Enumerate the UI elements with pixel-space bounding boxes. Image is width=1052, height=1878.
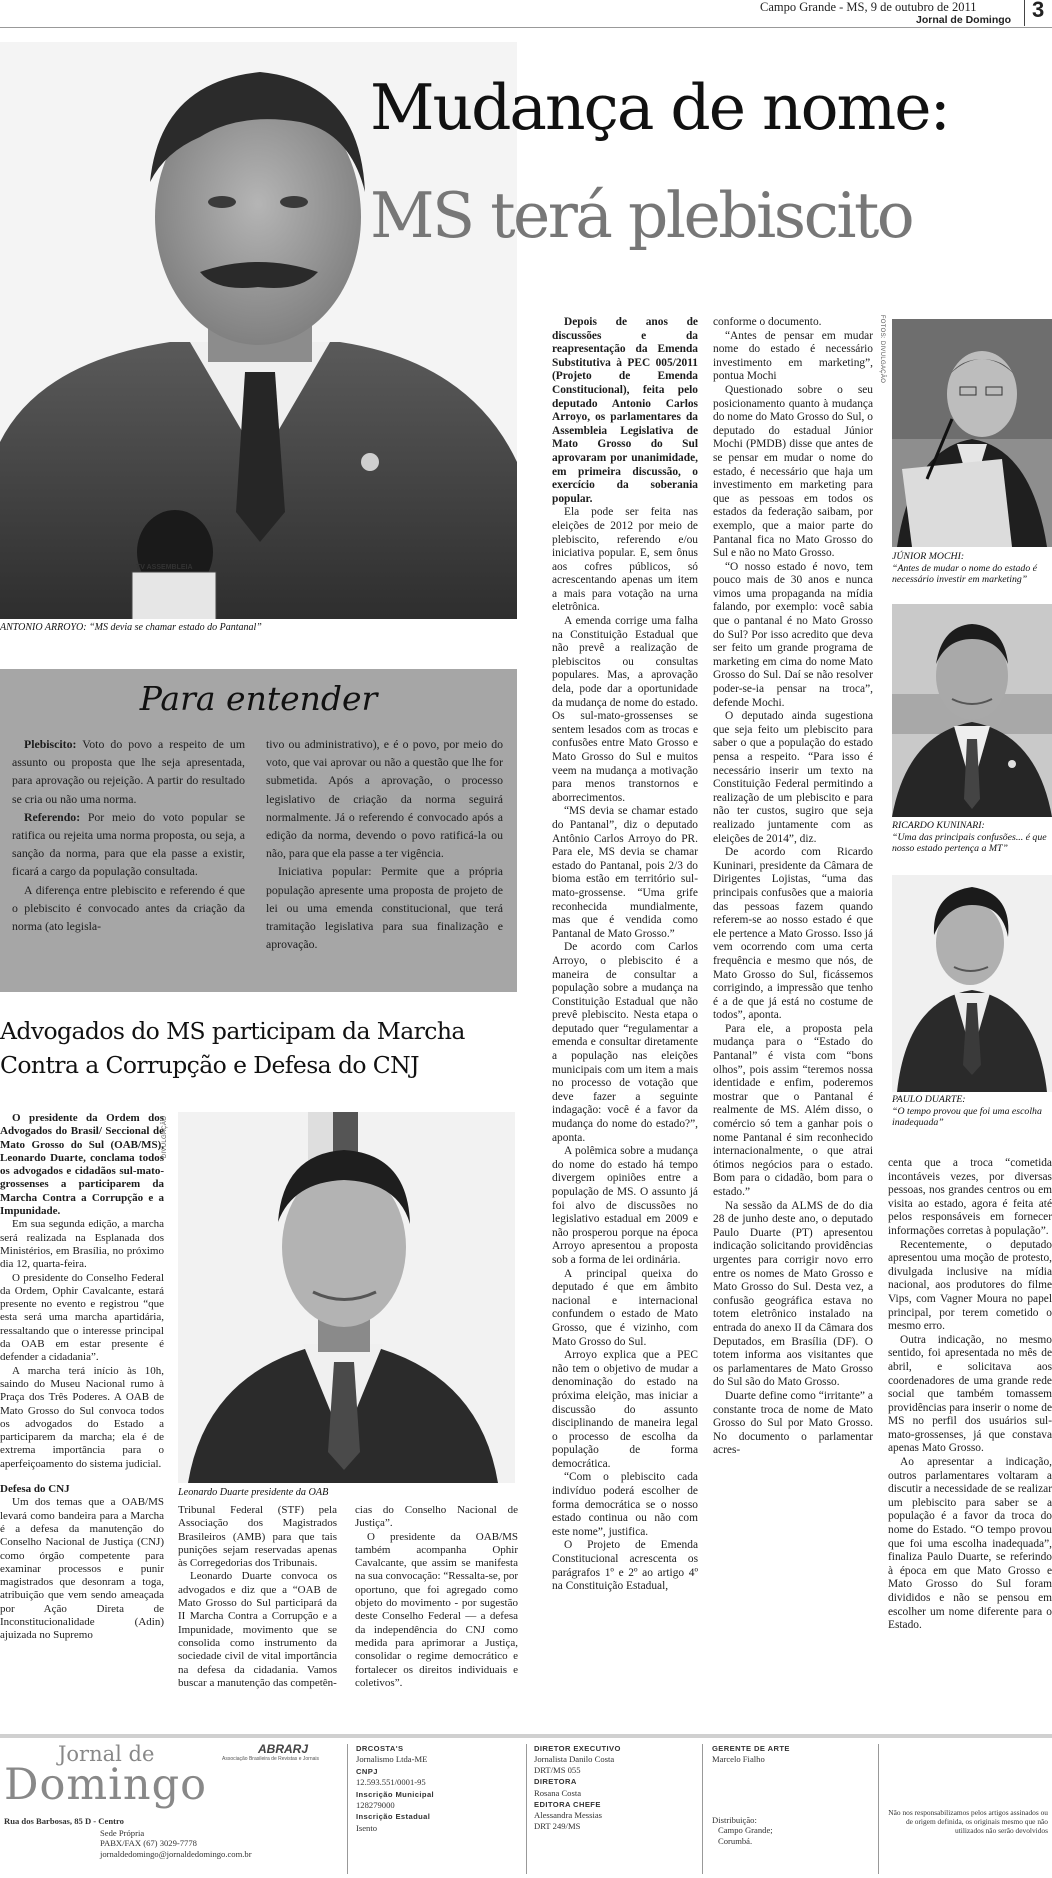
cnpj-label: CNPJ	[356, 1766, 378, 1776]
paragraph: “Antes de pensar em mudar nome do estado é necessário investimento em marketing”, pontua Mochi	[713, 329, 873, 383]
paragraph: Um dos temas que a OAB/MS levará como bandeira para a Marcha é a defesa da manutenção do Conselho Nacional de Justiça (CNJ) como órgão competente para examinar processos e punir magistrados que desonram a toga, atribuição que vem sendo ameaçada por Ação Direta de Inconstitucionalidade (Adin) ajuizada no Supremo	[0, 1496, 164, 1642]
term-referendo: Referendo:	[24, 809, 81, 824]
abrarj-logo	[222, 1742, 342, 1766]
oab-col-3	[355, 1504, 518, 1690]
paragraph: “MS devia se chamar estado do Pantanal”, diz o deputado Antônio Carlos Arroyo do PR. Para ele, MS devia se chamar estado do Pantanal, pois 2/3 do bioma estão em território sul-mato-grossense. “Uma grife reconhecida mundialmente, mas que é vendida como Pantanal de Mato Grosso.”	[552, 805, 698, 940]
directora-title: DIRETORA	[534, 1777, 577, 1787]
mochi-name: JÚNIOR MOCHI:	[892, 551, 965, 562]
main-story-col-1	[552, 316, 698, 1594]
im-label: Inscrição Municipal	[356, 1789, 435, 1799]
art: Marcelo Fialho	[712, 1754, 765, 1765]
oab-col-2	[178, 1504, 337, 1690]
paragraph: A marcha terá início às 10h, saindo do Museu Nacional rumo à Praça dos Três Poderes. A OAB de Mato Grosso do Sul convoca todos os advogados do Estado a participarem da marcha; ela é de extrema importância para o aperfeiçoamento do sistema judicial.	[0, 1364, 164, 1470]
kuninari-name: RICARDO KUNINARI:	[892, 820, 985, 831]
footer-address	[4, 1816, 334, 1826]
logo-top: Jornal de	[58, 1742, 155, 1766]
main-story-col-3	[888, 1157, 1052, 1633]
dist-1: Campo Grande;	[718, 1825, 773, 1836]
footer-disclaimer: Não nos responsabilizamos pelos artigos assinados ou de origem definida, os originais mesmo que não utilizados não serão devolvidos	[888, 1808, 1048, 1835]
paragraph: Duarte define como “irritante” a constante troca de nome de Mato Grosso do Sul por Mato Grosso. No documento o parlamentar acres-	[713, 1389, 873, 1457]
email: jornaldedomingo@jornaldedomingo.com.br	[100, 1848, 252, 1859]
company: Jornalismo Ltda-ME	[356, 1754, 428, 1765]
ie-label: Inscrição Estadual	[356, 1812, 431, 1822]
directora: Rosana Costa	[534, 1787, 582, 1798]
dist-title: Distribuição:	[712, 1814, 757, 1825]
duarte-caption	[892, 1094, 1052, 1129]
mochi-caption	[892, 551, 1052, 586]
oab-lede: O presidente da Ordem dos Advogados do Brasil/ Seccional de Mato Grosso do Sul (OAB/MS), Leonardo Duarte, conclama todos os advogados e cidadãos sul-mato-grossenses a participarem da Marcha Contra a Corrupção e a Impunidade.	[0, 1112, 164, 1218]
logo-main: Domingo	[4, 1760, 207, 1810]
footer-contact	[100, 1828, 340, 1859]
dist-2: Corumbá.	[718, 1835, 753, 1846]
photo-credit: DIVULGAÇÃO	[162, 1115, 169, 1159]
paragraph: A polêmica sobre a mudança do nome do estado há tempo divergem opiniões entre a população de MS. O assunto já foi alvo de discussões no legislativo estadual em 2009 e não prosperou porque na época Arroyo apresentou a proposta sob a forma de lei ordinária.	[552, 1145, 698, 1266]
dateline: Campo Grande - MS, 9 de outubro de 2011	[760, 0, 977, 14]
leonardo-duarte-photo	[178, 1112, 515, 1483]
footer-separator	[347, 1744, 348, 1874]
duarte-name: PAULO DUARTE:	[892, 1094, 966, 1105]
masthead-footer	[0, 1740, 1052, 1878]
sede: Sede Própria	[100, 1828, 145, 1838]
footer-logo	[0, 1740, 340, 1878]
footer-separator	[878, 1744, 879, 1874]
paragraph: “Com o plebiscito cada indivíduo poderá escolher de forma democrática se o nosso estado continua ou não com este nome”, justifica.	[552, 1471, 698, 1538]
phone: PABX/FAX (67) 3029-7778	[100, 1838, 197, 1849]
kuninari-quote: “Uma das principais confusões... é que nosso estado pertença a MT”	[892, 831, 1047, 855]
definition: tivo ou administrativo), e é o povo, por meio do voto, que vai aprovar ou não a questão que lhe for submetida. Após a aprovação, o processo legislativo de criação da norma seguirá normalmente. Já o referendo é convocado após a edição da norma, devendo o povo ratificá-la ou não, para que ela passe a ter vigência.	[266, 737, 503, 861]
header-divider	[1024, 0, 1025, 26]
address: Rua dos Barbosas, 85 D - Centro	[4, 1816, 124, 1826]
paragraph: “O nosso estado é novo, tem pouco mais de 30 anos e nunca vimos uma propaganda na mídia falando, por exemplo: você sabia que o pantanal é no Mato Grosso do Sul? Por isso acredito que deva ser feito um grande programa de marketing em cima do nome Mato Grosso do Sul. Daí se não resolver poder-se-ia pensar na troca”, defende Mochi.	[713, 560, 873, 709]
headline-line-2: MS terá plebiscito	[370, 179, 913, 252]
director: Jornalista Danilo Costa	[534, 1754, 615, 1765]
abrarj-text: ABRARJ	[258, 1742, 309, 1756]
paragraph: Tribunal Federal (STF) pela Associação dos Magistrados Brasileiros (AMB) para que tais punições sejam reservadas apenas às Corregedorias dos Tribunais.	[178, 1504, 337, 1570]
company-title: DRCOSTA'S	[356, 1744, 404, 1753]
paragraph: Leonardo Duarte convoca os advogados e diz que a “OAB de Mato Grosso do Sul participará da II Marcha Contra a Corrupção e a Impunidade, movimento que se consolida como instrumento da sociedade civil de vital importância na defesa da cidadania. Vamos buscar a manutenção das competên-	[178, 1570, 337, 1689]
director-title: DIRETOR EXECUTIVO	[534, 1744, 621, 1753]
footer-company	[356, 1744, 516, 1833]
paragraph: Recentemente, o deputado apresentou uma moção de protesto, divulgada inclusive na mídia nacional, aos produtores do filme Vips, com Vagner Moura no papel principal, por terem cometido o mesmo erro.	[888, 1238, 1052, 1333]
leonardo-caption: Leonardo Duarte presidente da OAB	[178, 1487, 329, 1498]
kuninari-portrait-illustration	[892, 604, 1052, 817]
page-number: 3	[1032, 0, 1045, 22]
ie: Isento	[356, 1822, 378, 1833]
page-header	[0, 0, 1052, 28]
headline-line-1: Mudança de nome:	[370, 71, 949, 144]
duarte-quote: “O tempo provou que foi uma escolha inadequada”	[892, 1105, 1042, 1129]
paragraph: Outra indicação, no mesmo sentido, foi apresentada no mês de abril, e solicitava aos coordenadores de uma grande rede social que também tomassem providências para inserir o nome de MS no perfil dos usuários sul-mato-grossenses, já que constava apenas Mato Grosso.	[888, 1333, 1052, 1455]
footer-rule	[0, 1734, 1052, 1738]
definition: Por meio do voto popular se ratifica ou rejeita uma norma proposta, ou seja, a sanção da norma, para que ela passe a existir, ficará a cargo da população consultada.	[12, 809, 245, 879]
footer-directors	[534, 1744, 694, 1831]
mochi-quote: “Antes de mudar o nome do estado é necessário investir em marketing”	[892, 562, 1038, 586]
paragraph: De acordo com Ricardo Kuninari, presidente da Câmara de Dirigentes Lojistas, “uma das principais confusões que a maioria das pessoas fazem quando referem-se ao nosso estado é que ele pertence a Mato Grosso. Isso já vem ocorrendo com uma certa frequência e mesmo que nós, de Mato Grosso do Sul, ficássemos corrigindo, a impressão que tenho é a de que já está no costume de todos”, aponta.	[713, 846, 873, 1022]
para-entender-col-1	[12, 735, 245, 935]
arroyo-caption: ANTONIO ARROYO: “MS devia se chamar estado do Pantanal”	[0, 622, 262, 633]
kuninari-photo	[892, 604, 1052, 817]
definition: Voto do povo a respeito de um assunto ou proposta que lhe seja apresentada, para aprovação ou rejeição. A partir do resultado se cria ou não uma norma.	[12, 737, 245, 806]
paper-name: Jornal de Domingo	[916, 14, 1012, 26]
editor: Alessandra Messias	[534, 1810, 603, 1821]
mochi-photo	[892, 319, 1052, 547]
oab-photo-credit	[162, 1112, 178, 1172]
paragraph: A principal queixa do deputado é que em âmbito nacional e internacional confundem o estado de Mato Grosso, que é vizinho, com Mato Grosso do Sul.	[552, 1267, 698, 1348]
paragraph: conforme o documento.	[713, 316, 822, 328]
paragraph: O deputado ainda sugestiona que seja feito um plebiscito para saber o que a população do estado pensa a respeito. “Para isso é necessário inserir um texto na Constituição Federal permitindo a realização de um plebiscito e para não ter custos, sugiro que seja realizado juntamente com as eleições de 2014”, diz.	[713, 710, 873, 845]
editor-title: EDITORA CHEFE	[534, 1800, 601, 1810]
paragraph: cias do Conselho Nacional de Justiça”.	[355, 1504, 518, 1530]
leonardo-portrait-illustration	[178, 1112, 515, 1483]
abrarj-subtitle: Associação Brasileira de Revistas e Jornais	[222, 1756, 319, 1762]
paragraph: O presidente do Conselho Federal da Ordem, Ophir Cavalcante, estará presente no evento e registrou “que esta será uma marcha apartidária, ressaltando que o interesse principal da OAB em estar presente é defender a cidadania”.	[0, 1271, 164, 1364]
footer-art	[712, 1744, 872, 1846]
kuninari-caption	[892, 820, 1052, 855]
main-story-col-2	[713, 316, 873, 1458]
oab-headline: Advogados do MS participam da Marcha Contra a Corrupção e Defesa do CNJ	[0, 1017, 465, 1079]
paragraph: O Projeto de Emenda Constitucional acrescenta os parágrafos 1º e 2º ao artigo 4º na Constituição Estadual,	[552, 1539, 698, 1593]
subhead-defesa-cnj: Defesa do CNJ	[0, 1483, 70, 1496]
paragraph: Arroyo explica que a PEC não tem o objetivo de mudar a denominação do estado na próxima eleição, mas iniciar a discussão do assunto disciplinando de maneira legal o processo de escolha da população de forma democrática.	[552, 1349, 698, 1470]
paragraph: centa que a troca “cometida incontáveis vezes, por diversas pessoas, nos grandes centros ou em visita ao estado, agora é feita até pelos responsáveis em fornecer informações corretas à população”.	[888, 1157, 1052, 1237]
side-photo-credit	[878, 316, 888, 386]
footer-separator	[702, 1744, 703, 1874]
duarte-portrait-illustration	[892, 875, 1052, 1092]
oab-col-1	[0, 1112, 164, 1643]
art-title: GERENTE DE ARTE	[712, 1744, 790, 1753]
paragraph: O presidente da OAB/MS também acompanha Ophir Cavalcante, que assim se manifesta na sua convocação: “Ressalta-se, por oportuno, que foi agregado como objeto do movimento - por sugestão deste Conselho Federal — a defesa da independência do CNJ como medida para aprimorar a Justiça, consolidar o regime democrático e fortalecer os direitos individuais e coletivos”.	[355, 1530, 518, 1689]
definition: A diferença entre plebiscito e referendo é que o plebiscito é convocado antes da criação da norma (ato legisla-	[12, 882, 245, 934]
para-entender-box	[0, 669, 517, 992]
paragraph: A emenda corrige uma falha na Constituição Estadual que não prevê a realização de plebiscitos ou consultas populares. Mas, a aprovação dela, pode dar a oportunidade da mudança de nome do estado. Os sul-mato-grossenses se sentem lesados com as trocas e confusões entre Mato Grosso e Mato Grosso do Sul e muitos veem na mudança a motivação para menos transtornos e aborrecimentos.	[552, 615, 698, 804]
paragraph: Para ele, a proposta pela mudança para o “Estado do Pantanal” é vista com “bons olhos”, pois assim “teremos nossa identidade e enfim, poderemos mostrar que o Pantanal é realmente de MS. Além disso, o comércio só tem a ganhar pois o nome Pantanal é sim reconhecido internacionalmente, o que atrai ótimos negócios para o estado. Bom para o cidadão, bom para o estado.”	[713, 1022, 873, 1198]
definition: Iniciativa popular: Permite que a própria população apresente uma proposta de projeto de lei ou uma emenda constitucional, que terá tramitação legislativa para sua finalização e aprovação.	[266, 864, 503, 952]
cnpj: 12.593.551/0001-95	[356, 1777, 426, 1788]
duarte-photo	[892, 875, 1052, 1092]
footer-separator	[526, 1744, 527, 1874]
para-entender-title: Para entender	[139, 679, 378, 718]
mic-label: TV ASSEMBLEIA	[136, 564, 193, 571]
photo-credit: FOTOS: DIVULGAÇÃO	[879, 314, 886, 384]
director-drt: DRT/MS 055	[534, 1764, 581, 1775]
paragraph: Ao apresentar a indicação, outros parlamentares voltaram a discutir a necessidade de se realizar um plebiscito para saber se a população é a favor da troca do nome do Estado. “O tempo provou que foi uma escolha inadequada”, finaliza Paulo Duarte, se referindo à época em que Mato Grosso e Mato Grosso do Sul foram divididos e não se pensou em escolher um nome diferente para o Estado.	[888, 1456, 1052, 1632]
im: 128279000	[356, 1800, 395, 1811]
paragraph: Questionado sobre o seu posicionamento quanto à mudança do nome do Mato Grosso do Sul, o deputado do estadual Júnior Mochi (PMDB) disse que antes de se pensar em mudar o nome do estado, é necessário que haja um investimento em marketing para que as pessoas em todos os estados da federação saibam, por exemplo, que a maior parte do Pantanal fica no Mato Grosso do Sul e não no Mato Grosso.	[713, 383, 873, 560]
paragraph: Na sessão da ALMS de do dia 28 de junho deste ano, o deputado Paulo Duarte (PT) apresentou indicação solicitando providências urgentes para corrigir novo erro entre os nomes de Mato Grosso e Mato Grosso do Sul. Desta vez, a confusão geográfica estava no totem eletrônico instalado na entrada do anexo II da Câmara dos Deputados, em Brasília (DF). O totem informa aos visitantes que os parlamentares de Mato Grosso do Sul são do Mato Grosso.	[713, 1199, 873, 1389]
term-plebiscito: Plebiscito:	[24, 737, 77, 751]
main-lede: Depois de anos de discussões e da reapresentação da Emenda Substitutiva à PEC 005/2011 (Projeto de Emenda Constitucional), feita pelo deputado Antonio Carlos Arroyo, os parlamentares da Assembleia Legislativa de Mato Grosso do Sul aprovaram por unanimidade, em primeira discussão, o exercício da soberania popular.	[552, 316, 698, 505]
paragraph: De acordo com Carlos Arroyo, o plebiscito é a maneira de consultar a população sobre a mudança na Constituição Estadual que não prevê plebiscito. Nesta etapa o deputado quer “regulamentar a emenda e consultar diretamente a população nas eleições municipais com um item a mais no processo de votação que deve fazer a seguinte indagação: você é a favor da mudança do nome do estado?”, aponta.	[552, 941, 698, 1144]
editor-drt: DRT 249/MS	[534, 1820, 581, 1831]
header-rule	[0, 27, 1052, 28]
paragraph: Em sua segunda edição, a marcha será realizada na Esplanada dos Ministérios, em Brasília, no próximo dia 12, quarta-feira.	[0, 1218, 164, 1271]
mochi-portrait-illustration	[892, 319, 1052, 547]
paragraph: Ela pode ser feita nas eleições de 2012 por meio de plebiscito, referendo e/ou iniciativa popular. E, sem ônus aos cofres públicos, só acrescentando apenas um item a mais para votação na urna eletrônica.	[552, 506, 698, 614]
para-entender-col-2	[266, 735, 503, 953]
